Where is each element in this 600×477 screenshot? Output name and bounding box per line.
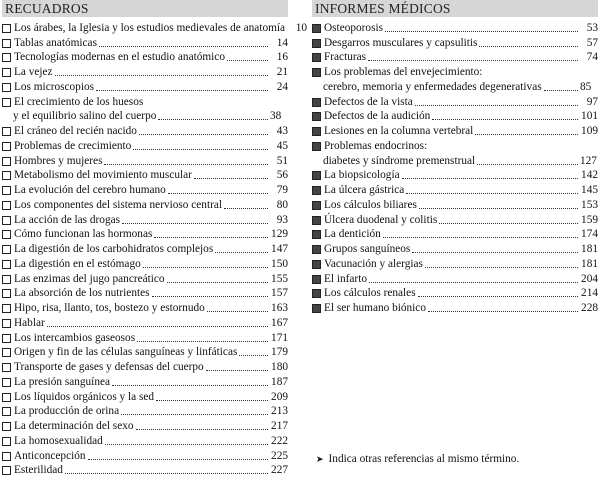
- toc-entry-page: 159: [580, 213, 598, 227]
- toc-entry[interactable]: [312, 197, 598, 212]
- toc-entry[interactable]: [2, 345, 288, 360]
- toc-entry-page: 43: [270, 124, 288, 138]
- arrow-right-icon: ➤: [316, 455, 324, 465]
- toc-entry-title: Úlcera duodenal y colitis: [324, 213, 437, 227]
- toc-entry-page: 171: [270, 331, 288, 345]
- open-square-icon: [2, 157, 11, 166]
- toc-entry-page: 181: [580, 242, 598, 256]
- toc-entry[interactable]: [312, 241, 598, 256]
- dot-leader: [412, 246, 578, 253]
- toc-entry[interactable]: [2, 374, 288, 389]
- toc-entry-title: Las enzimas del jugo pancreático: [14, 272, 165, 286]
- dot-leader: [369, 276, 578, 283]
- toc-entry[interactable]: [2, 35, 288, 50]
- dot-leader: [65, 467, 268, 474]
- filled-square-icon: [312, 304, 321, 313]
- open-square-icon: [2, 142, 11, 151]
- reference-note-text: Indica otras referencias al mismo término.: [329, 453, 520, 465]
- toc-entry-title: Desgarros musculares y capsulitis: [324, 36, 477, 50]
- toc-entry-page: 93: [270, 213, 288, 227]
- dot-leader: [88, 453, 268, 460]
- dot-leader: [152, 290, 268, 297]
- toc-entry-title: La absorción de los nutrientes: [14, 286, 150, 300]
- toc-entry[interactable]: [2, 182, 288, 197]
- toc-entry-page: 85: [580, 80, 598, 94]
- toc-entry[interactable]: [312, 35, 598, 50]
- toc-entry-page: 225: [270, 449, 288, 463]
- toc-entry-page: 213: [270, 404, 288, 418]
- dot-leader: [105, 438, 268, 445]
- dot-leader: [415, 99, 578, 106]
- open-square-icon: [2, 348, 11, 357]
- filled-square-icon: [312, 186, 321, 195]
- dot-leader: [477, 158, 578, 165]
- toc-entry-title: Los intercambios gaseosos: [14, 331, 135, 345]
- toc-entry[interactable]: [2, 463, 288, 477]
- toc-entry-page: 57: [580, 36, 598, 50]
- toc-entry[interactable]: [2, 271, 288, 286]
- toc-entry-page: 217: [270, 419, 288, 433]
- dot-leader: [406, 187, 578, 194]
- toc-entry-page: 167: [270, 316, 288, 330]
- toc-entry-title: Los árabes, la Iglesia y los estudios medievales de anatomía: [14, 21, 285, 35]
- toc-entry[interactable]: [2, 359, 288, 374]
- filled-square-icon: [312, 245, 321, 254]
- toc-entry[interactable]: [2, 109, 288, 124]
- toc-entry-page: 74: [580, 50, 598, 64]
- filled-square-icon: [312, 98, 321, 107]
- toc-entry[interactable]: [2, 50, 288, 65]
- recuadros-column: [2, 0, 288, 477]
- dot-leader: [432, 113, 578, 120]
- dot-leader: [224, 202, 268, 209]
- toc-entry[interactable]: [312, 212, 598, 227]
- toc-entry[interactable]: [2, 330, 288, 345]
- dot-leader: [156, 394, 268, 401]
- toc-entry-page: 157: [270, 286, 288, 300]
- filled-square-icon: [312, 289, 321, 298]
- toc-entry-title: La dentición: [324, 227, 381, 241]
- toc-entry[interactable]: [312, 79, 598, 94]
- toc-entry[interactable]: [312, 138, 598, 153]
- open-square-icon: [2, 466, 11, 475]
- toc-entry-title: Anticoncepción: [14, 449, 86, 463]
- toc-entry[interactable]: [312, 50, 598, 65]
- toc-entry-page: 129: [270, 227, 288, 241]
- toc-entry-page: 222: [270, 434, 288, 448]
- toc-entry-title: El ser humano biónico: [324, 301, 426, 315]
- dot-leader: [96, 84, 268, 91]
- toc-entry-page: 14: [270, 36, 288, 50]
- filled-square-icon: [312, 230, 321, 239]
- toc-entry[interactable]: [2, 123, 288, 138]
- open-square-icon: [2, 186, 11, 195]
- toc-entry-title: La úlcera gástrica: [324, 183, 404, 197]
- toc-entry-title: Esterilidad: [14, 463, 63, 477]
- toc-entry[interactable]: [2, 138, 288, 153]
- dot-leader: [439, 217, 578, 224]
- dot-leader: [158, 113, 268, 120]
- dot-leader: [143, 261, 268, 268]
- filled-square-icon: [312, 39, 321, 48]
- toc-entry[interactable]: [312, 109, 598, 124]
- toc-entry-title: Tecnologías modernas en el estudio anatómico: [14, 50, 225, 64]
- toc-entry-title: Grupos sanguíneos: [324, 242, 410, 256]
- dot-leader: [207, 305, 268, 312]
- toc-entry-page: 51: [270, 154, 288, 168]
- informes-medicos-list: [312, 20, 598, 315]
- filled-square-icon: [312, 260, 321, 269]
- toc-entry[interactable]: [2, 300, 288, 315]
- informes-medicos-column: [312, 0, 598, 315]
- open-square-icon: [2, 334, 11, 343]
- toc-entry-page: 53: [580, 21, 598, 35]
- open-square-icon: [2, 230, 11, 239]
- dot-leader: [425, 261, 578, 268]
- open-square-icon: [2, 201, 11, 210]
- toc-entry-page: 150: [270, 257, 288, 271]
- filled-square-icon: [312, 275, 321, 284]
- filled-square-icon: [312, 216, 321, 225]
- toc-entry-page: 180: [270, 360, 288, 374]
- recuadros-list: [2, 20, 288, 477]
- dot-leader: [418, 290, 578, 297]
- dot-leader: [383, 231, 578, 238]
- toc-entry-title: El cráneo del recién nacido: [14, 124, 137, 138]
- dot-leader: [112, 379, 268, 386]
- dot-leader: [419, 202, 578, 209]
- dot-leader: [215, 246, 268, 253]
- dot-leader: [168, 187, 268, 194]
- filled-square-icon: [312, 24, 321, 33]
- toc-entry-title: La producción de orina: [14, 404, 119, 418]
- toc-entry-title: La evolución del cerebro humano: [14, 183, 166, 197]
- dot-leader: [239, 349, 268, 356]
- toc-entry-page: 45: [270, 139, 288, 153]
- filled-square-icon: [312, 142, 321, 151]
- dot-leader: [55, 69, 268, 76]
- toc-entry[interactable]: [2, 212, 288, 227]
- toc-entry[interactable]: [2, 286, 288, 301]
- filled-square-icon: [312, 112, 321, 121]
- toc-entry[interactable]: [2, 94, 288, 109]
- toc-entry-page: 174: [580, 227, 598, 241]
- toc-entry-page: 109: [580, 124, 598, 138]
- toc-entry-title: El infarto: [324, 272, 367, 286]
- dot-leader: [206, 364, 268, 371]
- toc-entry[interactable]: [2, 389, 288, 404]
- dot-leader: [154, 231, 268, 238]
- dot-leader: [104, 158, 268, 165]
- toc-entry-page: 153: [580, 198, 598, 212]
- toc-entry-page: 10: [289, 21, 307, 35]
- toc-entry[interactable]: [312, 123, 598, 138]
- open-square-icon: [2, 83, 11, 92]
- toc-entry-page: 24: [270, 80, 288, 94]
- open-square-icon: [2, 289, 11, 298]
- toc-entry-title: Hablar: [14, 316, 45, 330]
- dot-leader: [136, 423, 268, 430]
- dot-leader: [475, 128, 578, 135]
- dot-leader: [402, 172, 578, 179]
- toc-entry-title: Los problemas del envejecimiento:: [324, 65, 482, 79]
- toc-entry-title: El crecimiento de los huesos: [14, 95, 143, 109]
- informes-medicos-header: INFORMES MÉDICOS: [312, 0, 598, 17]
- toc-entry-title: Vacunación y alergias: [324, 257, 423, 271]
- toc-entry-page: 204: [580, 272, 598, 286]
- dot-leader: [122, 217, 268, 224]
- dot-leader: [428, 305, 578, 312]
- toc-entry-title: La biopsicología: [324, 168, 400, 182]
- toc-entry-page: 16: [270, 50, 288, 64]
- open-square-icon: [2, 216, 11, 225]
- open-square-icon: [2, 260, 11, 269]
- filled-square-icon: [312, 171, 321, 180]
- toc-entry-title: La vejez: [14, 65, 53, 79]
- toc-entry-title: La digestión en el estómago: [14, 257, 141, 271]
- toc-entry-title: Hipo, risa, llanto, tos, bostezo y estornudo: [14, 301, 205, 315]
- toc-entry-title: Problemas de crecimiento: [14, 139, 131, 153]
- toc-entry-page: 187: [270, 375, 288, 389]
- toc-entry[interactable]: [312, 153, 598, 168]
- toc-entry[interactable]: [2, 153, 288, 168]
- dot-leader: [121, 408, 268, 415]
- open-square-icon: [2, 319, 11, 328]
- dot-leader: [544, 84, 578, 91]
- toc-entry-page: 209: [270, 390, 288, 404]
- toc-entry-page: 142: [580, 168, 598, 182]
- dot-leader: [194, 172, 268, 179]
- open-square-icon: [2, 24, 11, 33]
- toc-entry[interactable]: [312, 20, 598, 35]
- toc-entry-title: La digestión de los carbohidratos complejos: [14, 242, 213, 256]
- filled-square-icon: [312, 201, 321, 210]
- dot-leader: [99, 40, 268, 47]
- dot-leader: [227, 54, 268, 61]
- toc-entry-page: 147: [270, 242, 288, 256]
- filled-square-icon: [312, 68, 321, 77]
- toc-entry-title: Los cálculos renales: [324, 286, 416, 300]
- toc-entry-page: 80: [270, 198, 288, 212]
- toc-entry[interactable]: [2, 418, 288, 433]
- toc-entry[interactable]: [312, 300, 598, 315]
- open-square-icon: [2, 363, 11, 372]
- toc-entry-title: La acción de las drogas: [14, 213, 120, 227]
- dot-leader: [47, 320, 268, 327]
- toc-entry-title: Tablas anatómicas: [14, 36, 97, 50]
- toc-entry-page: 163: [270, 301, 288, 315]
- toc-entry[interactable]: [2, 79, 288, 94]
- reference-note: [316, 452, 519, 467]
- toc-entry-title: Hombres y mujeres: [14, 154, 102, 168]
- dot-leader: [368, 54, 578, 61]
- toc-entry[interactable]: [312, 64, 598, 79]
- toc-entry[interactable]: [312, 94, 598, 109]
- toc-entry-title: Problemas endocrinos:: [324, 139, 427, 153]
- toc-entry-page: 21: [270, 65, 288, 79]
- toc-entry[interactable]: [312, 168, 598, 183]
- dot-leader: [139, 128, 268, 135]
- toc-entry[interactable]: [2, 168, 288, 183]
- dot-leader: [167, 276, 268, 283]
- toc-entry[interactable]: [2, 20, 288, 35]
- open-square-icon: [2, 39, 11, 48]
- toc-entry[interactable]: [2, 197, 288, 212]
- toc-entry-page: 79: [270, 183, 288, 197]
- toc-entry-title: diabetes y síndrome premenstrual: [323, 154, 475, 168]
- toc-entry-title: Los cálculos biliares: [324, 198, 417, 212]
- toc-entry-title: Los microscopios: [14, 80, 94, 94]
- open-square-icon: [2, 127, 11, 136]
- toc-entry-title: Lesiones en la columna vertebral: [324, 124, 473, 138]
- open-square-icon: [2, 171, 11, 180]
- open-square-icon: [2, 245, 11, 254]
- toc-entry[interactable]: [2, 241, 288, 256]
- filled-square-icon: [312, 53, 321, 62]
- open-square-icon: [2, 452, 11, 461]
- open-square-icon: [2, 98, 11, 107]
- filled-square-icon: [312, 127, 321, 136]
- toc-entry[interactable]: [2, 315, 288, 330]
- toc-entry-title: y el equilibrio salino del cuerpo: [13, 109, 156, 123]
- toc-entry[interactable]: [312, 256, 598, 271]
- toc-entry-title: Defectos de la audición: [324, 109, 430, 123]
- toc-entry-page: 145: [580, 183, 598, 197]
- toc-entry-page: 56: [270, 168, 288, 182]
- toc-entry[interactable]: [2, 64, 288, 79]
- toc-entry-title: Transporte de gases y defensas del cuerpo: [14, 360, 204, 374]
- open-square-icon: [2, 422, 11, 431]
- open-square-icon: [2, 437, 11, 446]
- toc-entry-title: Los líquidos orgánicos y la sed: [14, 390, 154, 404]
- toc-entry-title: La homosexualidad: [14, 434, 103, 448]
- toc-entry-title: cerebro, memoria y enfermedades degenerativas: [323, 80, 542, 94]
- toc-entry-page: 214: [580, 286, 598, 300]
- toc-entry[interactable]: [312, 182, 598, 197]
- open-square-icon: [2, 304, 11, 313]
- open-square-icon: [2, 53, 11, 62]
- toc-entry-page: 101: [580, 109, 598, 123]
- open-square-icon: [2, 275, 11, 284]
- recuadros-header: RECUADROS: [2, 0, 288, 17]
- toc-entry-title: Fracturas: [324, 50, 366, 64]
- toc-entry-page: 179: [270, 345, 288, 359]
- toc-entry-page: 38: [270, 109, 288, 123]
- toc-entry-page: 97: [580, 95, 598, 109]
- open-square-icon: [2, 407, 11, 416]
- toc-entry[interactable]: [2, 256, 288, 271]
- toc-entry[interactable]: [312, 286, 598, 301]
- toc-entry-title: La presión sanguínea: [14, 375, 110, 389]
- dot-leader: [137, 335, 268, 342]
- toc-entry-page: 228: [580, 301, 598, 315]
- toc-entry-title: Osteoporosis: [324, 21, 383, 35]
- open-square-icon: [2, 68, 11, 77]
- toc-entry[interactable]: [2, 433, 288, 448]
- toc-entry-title: Los componentes del sistema nervioso central: [14, 198, 222, 212]
- toc-entry-title: Metabolismo del movimiento muscular: [14, 168, 192, 182]
- toc-entry-page: 181: [580, 257, 598, 271]
- toc-entry[interactable]: [2, 227, 288, 242]
- toc-entry-title: Cómo funcionan las hormonas: [14, 227, 152, 241]
- dot-leader: [133, 143, 268, 150]
- open-square-icon: [2, 393, 11, 402]
- toc-entry-page: 155: [270, 272, 288, 286]
- toc-entry-title: La determinación del sexo: [14, 419, 134, 433]
- dot-leader: [385, 25, 578, 32]
- toc-entry[interactable]: [2, 448, 288, 463]
- dot-leader: [479, 40, 578, 47]
- toc-entry-page: 127: [580, 154, 598, 168]
- toc-entry-title: Defectos de la vista: [324, 95, 413, 109]
- open-square-icon: [2, 378, 11, 387]
- toc-entry-title: Origen y fin de las células sanguíneas y linfáticas: [14, 345, 237, 359]
- toc-entry-page: 227: [270, 463, 288, 477]
- toc-entry[interactable]: [2, 404, 288, 419]
- toc-entry[interactable]: [312, 271, 598, 286]
- toc-entry[interactable]: [312, 227, 598, 242]
